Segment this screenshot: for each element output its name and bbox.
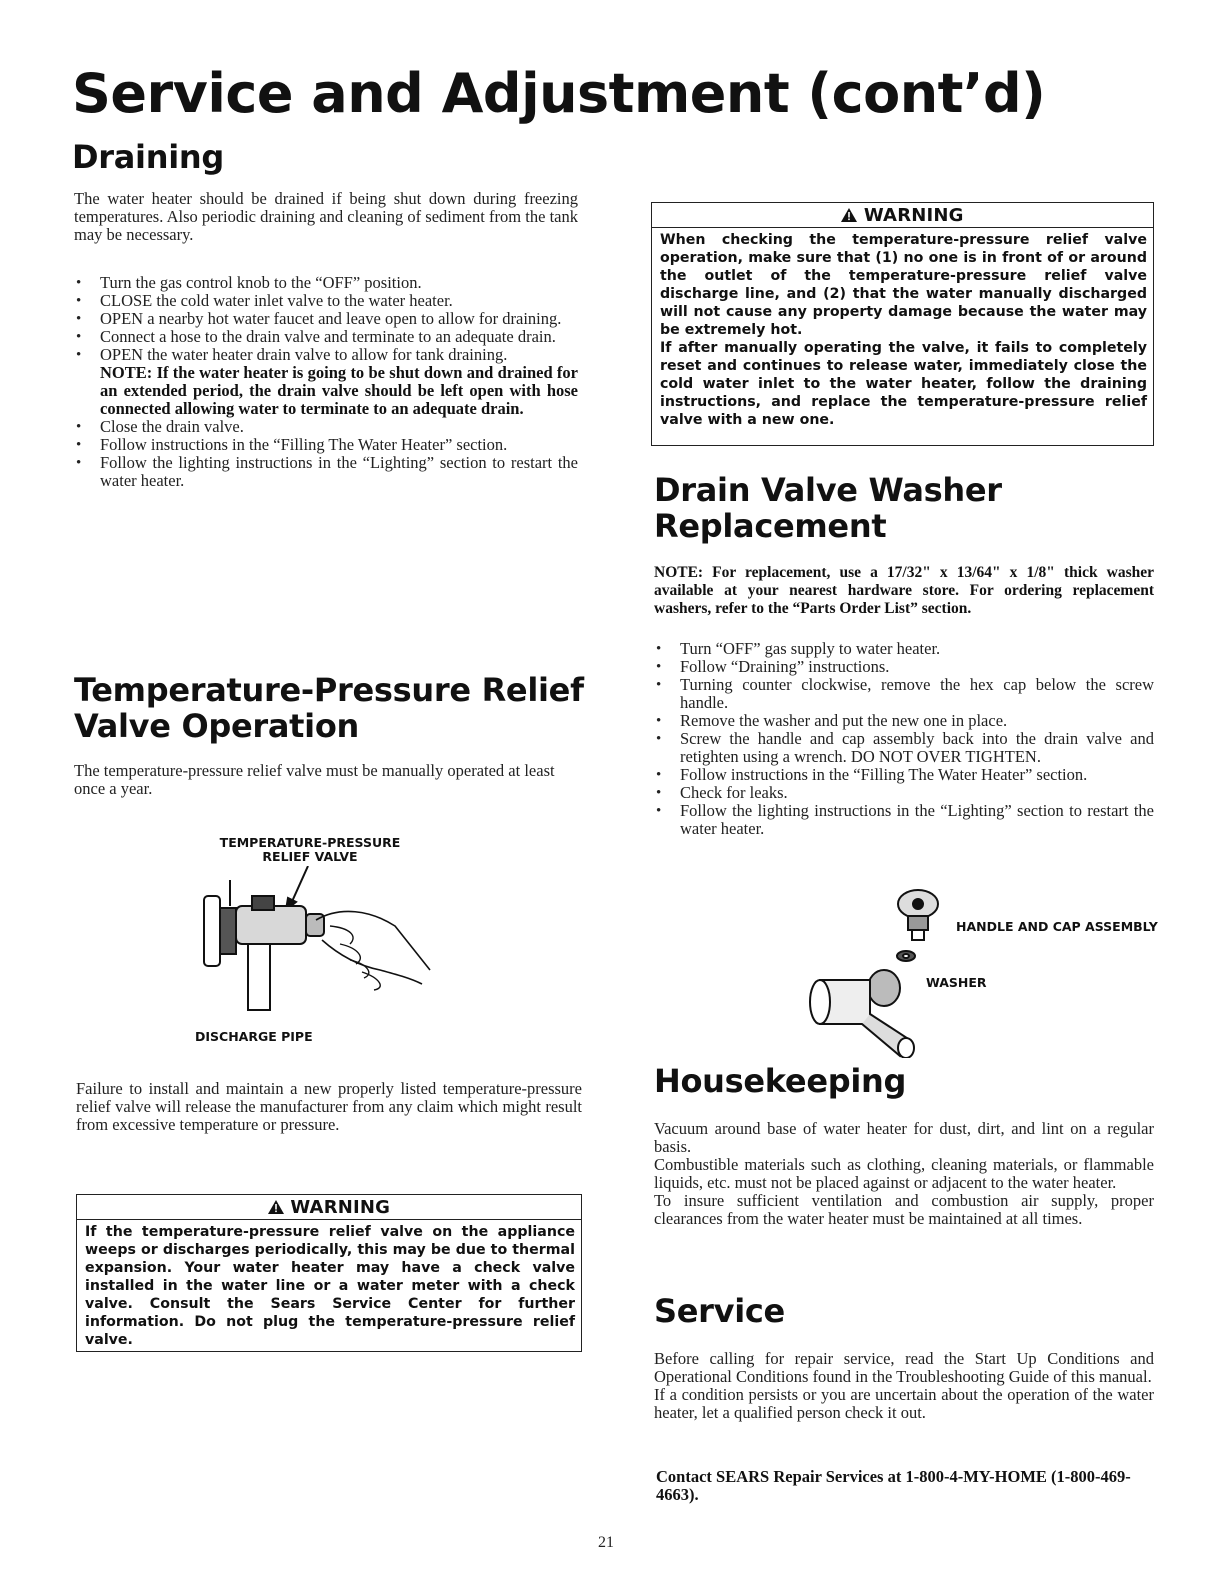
- list-item: • Follow “Draining” instructions.: [654, 658, 1154, 676]
- list-item: • Turning counter clockwise, remove the hex cap below the screw handle.: [654, 676, 1154, 712]
- list-item: • Screw the handle and cap assembly back into the drain valve and retighten using a wrench. DO NOT OVER TIGHTEN.: [654, 730, 1154, 766]
- top-warning-text-2: If after manually operating the valve, it fails to completely reset and continues to release water, immediately close the cold water inlet to the water heater, follow the draining instructions, and replace the temperature-pressure relief valve with a new one.: [660, 340, 1147, 428]
- top-warning-text-1: When checking the temperature-pressure relief valve operation, make sure that (1) no one is in front of or around the outlet of the temperature-pressure relief valve discharge line, and (2) that the water manually discharged will not cause any property damage because the water may be extremely hot.: [660, 232, 1147, 338]
- discharge-pipe-label: DISCHARGE PIPE: [195, 1029, 313, 1044]
- tpr-warning-box: [76, 1194, 582, 1352]
- tpr-valve-drawing: [204, 866, 430, 1010]
- list-item: • Close the drain valve.: [74, 418, 578, 436]
- housekeeping-body: [654, 1120, 1154, 1228]
- warning-triangle-icon: [268, 1197, 290, 1218]
- top-warning-header: [652, 203, 1153, 228]
- drain-valve-drawing: [810, 890, 938, 1058]
- list-item: [74, 346, 578, 418]
- draining-steps: [74, 274, 578, 490]
- list-item-text: OPEN the water heater drain valve to allow for tank draining.: [100, 345, 508, 364]
- housekeeping-heading: Housekeeping: [654, 1062, 907, 1100]
- tpr-heading: Temperature-Pressure Relief Valve Operation: [74, 671, 584, 745]
- housekeeping-p1: Vacuum around base of water heater for dust, dirt, and lint on a regular basis.: [654, 1119, 1154, 1156]
- list-item: • Follow the lighting instructions in the “Lighting” section to restart the water heater.: [74, 454, 578, 490]
- list-item: • Follow instructions in the “Filling The Water Heater” section.: [654, 766, 1154, 784]
- drain-valve-illustration: [800, 884, 950, 1058]
- service-p1: Before calling for repair service, read the Start Up Conditions and Operational Conditions found in the Troubleshooting Guide of this manual.: [654, 1349, 1154, 1386]
- tpr-warning-title: WARNING: [290, 1197, 391, 1218]
- washer-label: WASHER: [926, 975, 987, 990]
- tpr-intro: The temperature-pressure relief valve must be manually operated at least once a year.: [74, 761, 555, 798]
- housekeeping-p2: Combustible materials such as clothing, cleaning materials, or flammable liquids, etc. must not be placed against or adjacent to the water heater.: [654, 1155, 1154, 1192]
- list-item: • Connect a hose to the drain valve and terminate to an adequate drain.: [74, 328, 578, 346]
- page-number: 21: [598, 1534, 614, 1551]
- list-item: • Remove the washer and put the new one in place.: [654, 712, 1154, 730]
- service-body: [654, 1350, 1154, 1422]
- tpr-warning-header: [77, 1195, 581, 1220]
- service-contact: Contact SEARS Repair Services at 1-800-4-MY-HOME (1-800-469-4663).: [656, 1467, 1131, 1504]
- washer-steps: [654, 640, 1154, 838]
- washer-heading: Drain Valve Washer Replacement: [654, 471, 1002, 545]
- draining-heading: Draining: [72, 138, 224, 176]
- washer-note: NOTE: For replacement, use a 17/32" x 13/64" x 1/8" thick washer available at your nearest hardware store. For ordering replacement washers, refer to the “Parts Order List” section.: [654, 564, 1154, 617]
- list-item: • Check for leaks.: [654, 784, 1154, 802]
- draining-note: NOTE: If the water heater is going to be shut down and drained for an extended period, the drain valve should be left open with hose connected allowing water to terminate to an adequate drain.: [100, 363, 578, 418]
- service-p2: If a condition persists or you are uncertain about the operation of the water heater, let a qualified person check it out.: [654, 1385, 1154, 1422]
- tpr-valve-illustration: [190, 866, 440, 1022]
- top-warning-title: WARNING: [863, 205, 964, 226]
- page-title: Service and Adjustment (cont’d): [72, 62, 1046, 125]
- list-item: • Turn the gas control knob to the “OFF” position.: [74, 274, 578, 292]
- tpr-failure-text: Failure to install and maintain a new properly listed temperature-pressure relief valve will release the manufacturer from any claim which might result from excessive temperature or pressure.: [76, 1079, 582, 1134]
- list-item: • OPEN a nearby hot water faucet and leave open to allow for draining.: [74, 310, 578, 328]
- tpr-warning-text: If the temperature-pressure relief valve on the appliance weeps or discharges periodically, this may be due to thermal expansion. Your water heater may have a check valve installed in the water line or a water meter with a check valve. Consult the Sears Service Center for further information. Do not plug the temperature-pressure relief valve.: [85, 1224, 575, 1348]
- housekeeping-p3: To insure sufficient ventilation and combustion air supply, proper clearances from the water heater must be maintained at all times.: [654, 1191, 1154, 1228]
- warning-triangle-icon: [841, 205, 863, 226]
- tpr-valve-label: TEMPERATURE-PRESSURE RELIEF VALVE: [219, 835, 401, 864]
- service-heading: Service: [654, 1292, 785, 1330]
- handle-cap-assembly-label: HANDLE AND CAP ASSEMBLY: [956, 919, 1158, 934]
- top-warning-box: [651, 202, 1154, 446]
- list-item: • CLOSE the cold water inlet valve to the water heater.: [74, 292, 578, 310]
- list-item: • Follow the lighting instructions in the “Lighting” section to restart the water heater.: [654, 802, 1154, 838]
- list-item: • Turn “OFF” gas supply to water heater.: [654, 640, 1154, 658]
- list-item: • Follow instructions in the “Filling The Water Heater” section.: [74, 436, 578, 454]
- draining-intro: The water heater should be drained if being shut down during freezing temperatures. Also periodic draining and cleaning of sediment from the tank may be necessary.: [74, 189, 578, 244]
